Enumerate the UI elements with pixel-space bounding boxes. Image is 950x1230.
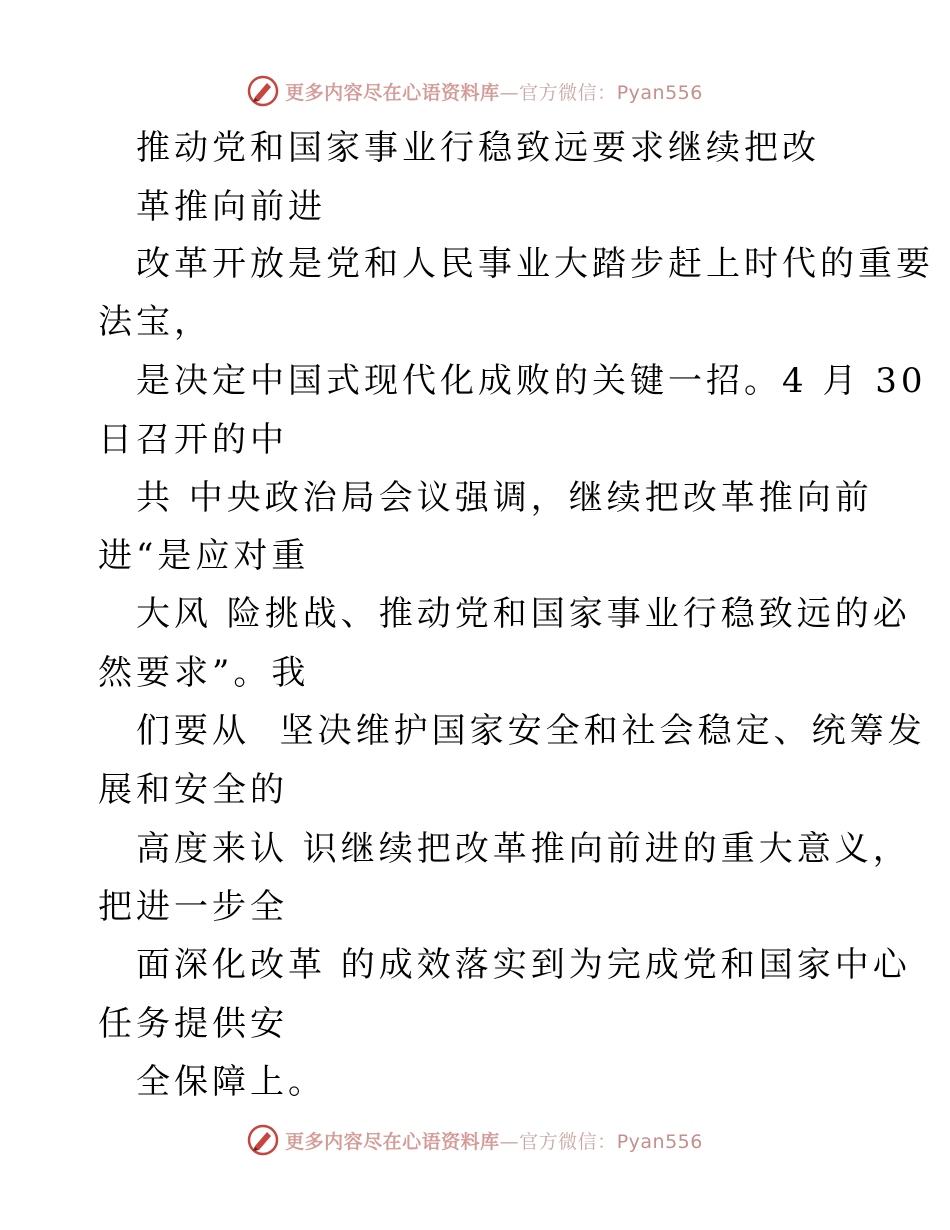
watermark-id: Pyan556 <box>616 1130 703 1153</box>
text-line: 革推向前进 <box>136 187 326 227</box>
text-line: 进“是应对重 <box>98 536 310 576</box>
watermark-dash: — <box>499 81 520 104</box>
text-line: 推动党和国家事业行稳致远要求继续把改 <box>136 128 820 168</box>
text-line: 改革开放是党和人民事业大踏步赶上时代的重要 <box>136 244 934 284</box>
watermark-label: 官方微信： <box>519 1130 617 1153</box>
text-line: 高度来认 识继续把改革推向前进的重大意义， <box>136 829 911 869</box>
watermark-group <box>247 1124 703 1156</box>
watermark-id: Pyan556 <box>616 81 703 104</box>
watermark-label: 官方微信： <box>519 81 617 104</box>
text-line: 然要求”。我 <box>98 653 310 693</box>
watermark-brand: 更多内容尽在心语资料库 <box>285 81 500 104</box>
watermark-dash: — <box>499 1130 520 1153</box>
text-line: 任务提供安 <box>98 1004 288 1044</box>
text-line: 面深化改革 的成效落实到为完成党和国家中心 <box>136 945 911 985</box>
watermark-brand: 更多内容尽在心语资料库 <box>285 1130 500 1153</box>
text-line: 展和安全的 <box>98 770 288 810</box>
text-line: 是决定中国式现代化成败的关键一招。4 月 30 <box>136 361 927 401</box>
text-line: 们要从 坚决维护国家安全和社会稳定、统筹发 <box>136 711 926 751</box>
text-line: 全保障上。 <box>136 1062 326 1102</box>
watermark-text <box>285 1127 703 1154</box>
text-line: 大风 险挑战、推动党和国家事业行稳致远的必 <box>136 594 911 634</box>
pen-logo-icon <box>247 1124 279 1156</box>
text-line: 共 中央政治局会议强调，继续把改革推向前 <box>136 478 873 518</box>
footer-watermark <box>0 1120 950 1160</box>
text-line: 日召开的中 <box>98 420 288 460</box>
text-line: 把进一步全 <box>98 887 288 927</box>
text-line: 法宝， <box>98 302 212 342</box>
